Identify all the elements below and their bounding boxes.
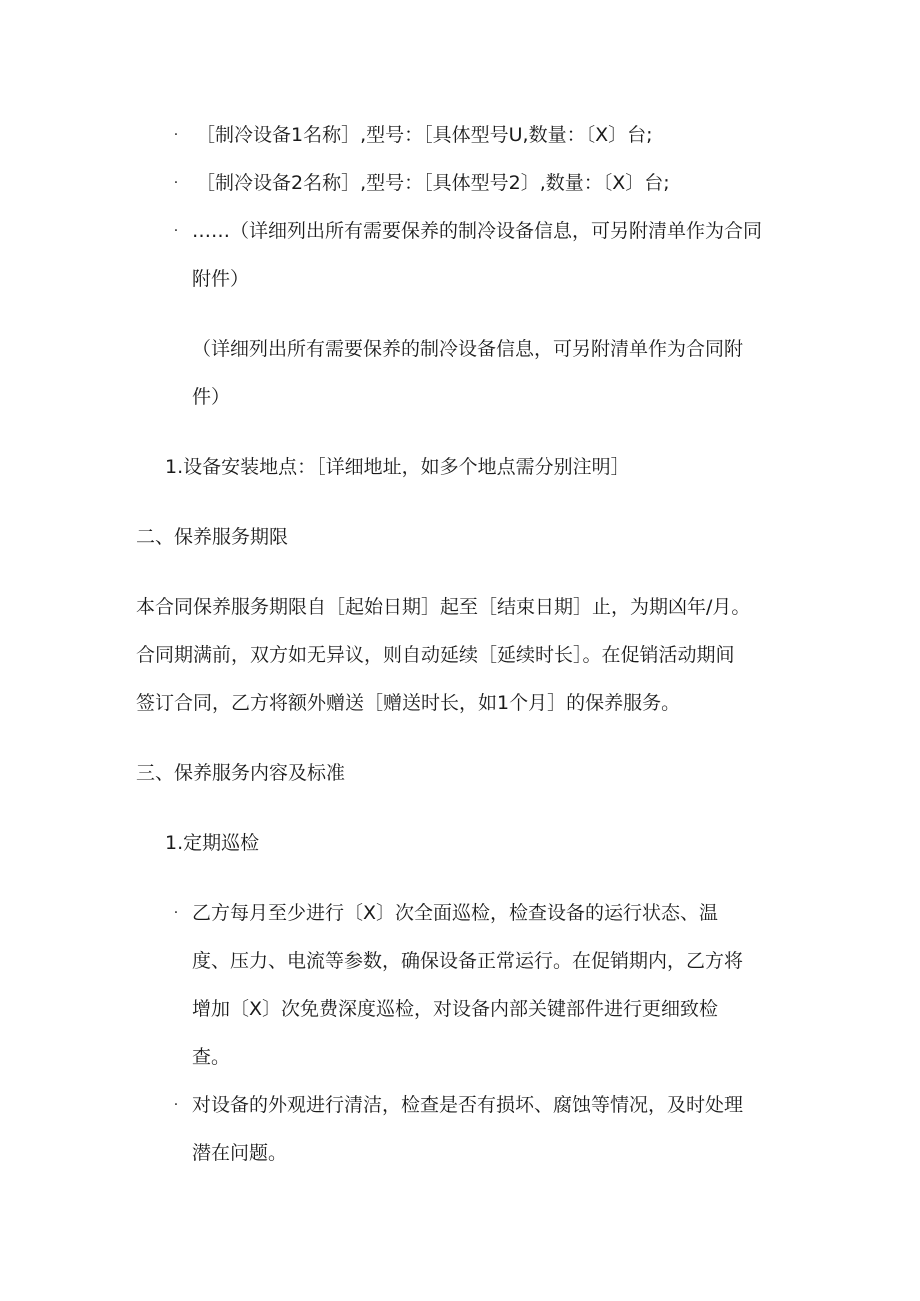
list-item-line: 对设备的外观进行清洁，检查是否有损坏、腐蚀等情况，及时处理 [192,1094,744,1116]
bullet-dot: · [173,1097,179,1113]
list-item-line: 查。 [192,1046,231,1068]
bullet-dot: · [173,127,179,143]
equipment-note-line-2: 件） [192,386,231,408]
subsection-heading: 1.定期巡检 [165,832,260,854]
list-item-line: 度、压力、电流等参数，确保设备正常运行。在促销期内，乙方将 [192,950,744,972]
equipment-note-line-1: （详细列出所有需要保养的制冷设备信息，可另附清单作为合同附 [192,338,744,360]
paragraph-line: 合同期满前，双方如无异议，则自动延续［延续时长］。在促销活动期间 [136,644,735,666]
equipment-item-1: ［制冷设备1名称］,型号：［具体型号U,数量：〔X〕台; [196,124,653,146]
bullet-dot: · [173,905,179,921]
bullet-dot: · [173,175,179,191]
list-item-line: 乙方每月至少进行〔X〕次全面巡检，检查设备的运行状态、温 [192,902,719,924]
install-location: 1.设备安装地点：［详细地址，如多个地点需分别注明］ [165,456,630,478]
equipment-item-more-line-1: ……（详细列出所有需要保养的制冷设备信息，可另附清单作为合同 [192,220,763,242]
list-item-line: 潜在问题。 [192,1142,288,1164]
paragraph-line: 本合同保养服务期限自［起始日期］起至［结束日期］止，为期凶年/月。 [136,596,751,618]
paragraph-line: 签订合同，乙方将额外赠送［赠送时长，如1个月］的保养服务。 [136,692,681,714]
equipment-item-2: ［制冷设备2名称］,型号：［具体型号2〕,数量：〔X〕台; [196,172,670,194]
section-heading: 三、保养服务内容及标准 [136,762,346,784]
section-heading: 二、保养服务期限 [136,526,289,548]
bullet-dot: · [173,223,179,239]
list-item-line: 增加〔X〕次免费深度巡检，对设备内部关键部件进行更细致检 [192,998,719,1020]
equipment-item-more-line-2: 附件） [192,268,250,290]
